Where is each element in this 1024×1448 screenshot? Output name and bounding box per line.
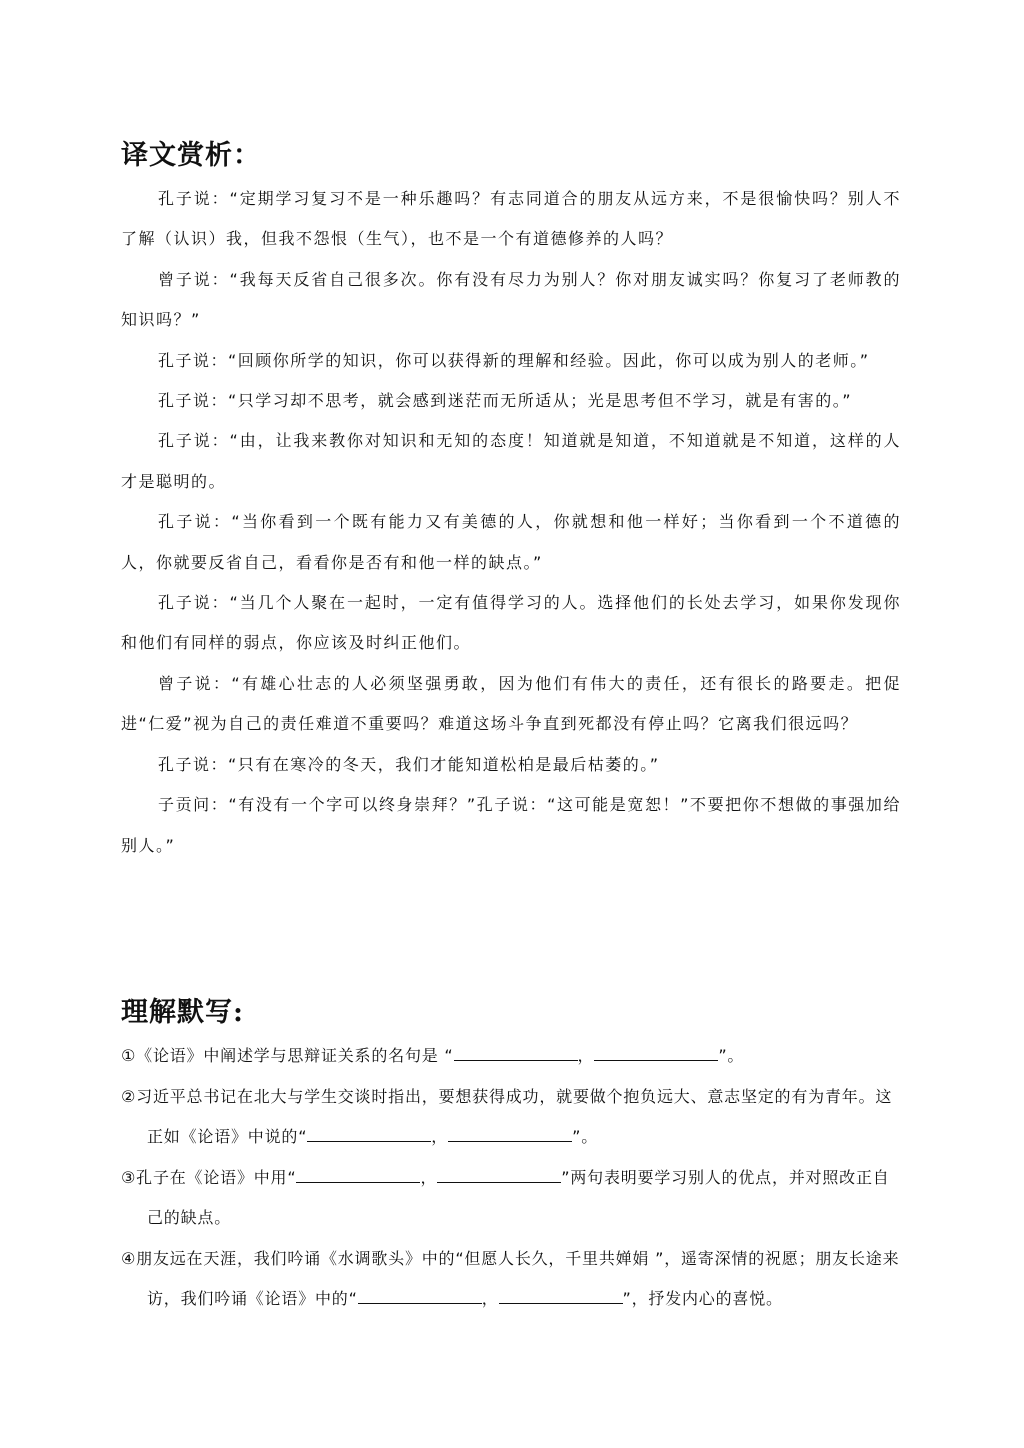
exercise-item-text: ”。: [718, 1046, 745, 1065]
exercise-item: [121, 1077, 901, 1158]
translation-paragraph: 孔子说：“只学习却不思考，就会感到迷茫而无所适从；光是思考但不学习，就是有害的。”: [158, 391, 853, 411]
translation-paragraph: 孔子说：“定期学习复习不是一种乐趣吗？有志同道合的朋友从远方来，不是很愉快吗？别人不了解（认识）我，但我不怨恨（生气），也不是一个有道德修养的人吗？: [121, 189, 901, 249]
translation-paragraph: 孔子说：“回顾你所学的知识，你可以获得新的理解和经验。因此，你可以成为别人的老师。”: [158, 350, 870, 370]
answer-blank[interactable]: [437, 1168, 561, 1183]
translation-paragraph: 孔子说：“当你看到一个既有能力又有美德的人，你就想和他一样好；当你看到一个不道德的人，你就要反省自己，看看你是否有和他一样的缺点。”: [121, 512, 901, 572]
answer-blank[interactable]: [307, 1127, 431, 1142]
exercise-heading: 理解默写:: [121, 997, 244, 1028]
exercise-item: [121, 1036, 901, 1077]
exercise-item-text: ②习近平总书记在北大与学生交谈时指出，要想获得成功，就要做个抱负远大、意志坚定的有为青年。这正如《论语》中说的“: [121, 1086, 893, 1146]
translation-section: [121, 179, 901, 866]
answer-blank[interactable]: [358, 1289, 482, 1304]
translation-paragraph: 孔子说：“只有在寒冷的冬天，我们才能知道松柏是最后枯萎的。”: [158, 754, 660, 774]
blank-separator: ，: [481, 1289, 499, 1308]
blank-separator: ，: [420, 1167, 438, 1187]
exercise-item-text: ③孔子在《论语》中用“: [121, 1167, 297, 1187]
answer-blank[interactable]: [594, 1046, 718, 1061]
exercise-item: [121, 1239, 901, 1320]
translation-paragraph: 孔子说：“当几个人聚在一起时，一定有值得学习的人。选择他们的长处去学习，如果你发现你和他们有同样的弱点，你应该及时纠正他们。: [121, 593, 901, 653]
exercise-item-text: ④朋友远在天涯，我们吟诵《水调歌头》中的“但愿人长久，千里共婵娟 ”，遥寄深情的祝愿；朋友长途来访，我们吟诵《论语》中的“: [121, 1248, 900, 1308]
exercise-item-text: ”两句表明要学习别人的优点，并对照改正自己的缺点。: [147, 1167, 890, 1227]
translation-heading: 译文赏析：: [121, 140, 261, 171]
exercise-item: [121, 1158, 901, 1239]
blank-separator: ，: [431, 1127, 449, 1146]
exercise-item-text: ”，抒发内心的喜悦。: [622, 1289, 783, 1308]
exercise-item-text: ①《论语》中阐述学与思辩证关系的名句是 “: [121, 1046, 454, 1065]
answer-blank[interactable]: [296, 1168, 420, 1183]
translation-paragraph: 子贡问：“有没有一个字可以终身崇拜？”孔子说：“这可能是宽恕！”不要把你不想做的事强加给别人。”: [121, 795, 901, 855]
exercise-section: [121, 1036, 901, 1320]
exercise-item-text: ”。: [572, 1127, 598, 1146]
translation-paragraph: 曾子说：“我每天反省自己很多次。你有没有尽力为别人？你对朋友诚实吗？你复习了老师教的知识吗？”: [121, 269, 901, 330]
answer-blank[interactable]: [454, 1046, 578, 1061]
answer-blank[interactable]: [499, 1289, 623, 1304]
translation-paragraph: 曾子说：“有雄心壮志的人必须坚强勇敢，因为他们有伟大的责任，还有很长的路要走。把促进“仁爱”视为自己的责任难道不重要吗？难道这场斗争直到死都没有停止吗？它离我们很远吗？: [121, 673, 901, 734]
blank-separator: ，: [577, 1046, 595, 1065]
answer-blank[interactable]: [448, 1127, 572, 1142]
translation-paragraph: 孔子说：“由，让我来教你对知识和无知的态度！知道就是知道，不知道就是不知道，这样的人才是聪明的。: [121, 431, 901, 491]
